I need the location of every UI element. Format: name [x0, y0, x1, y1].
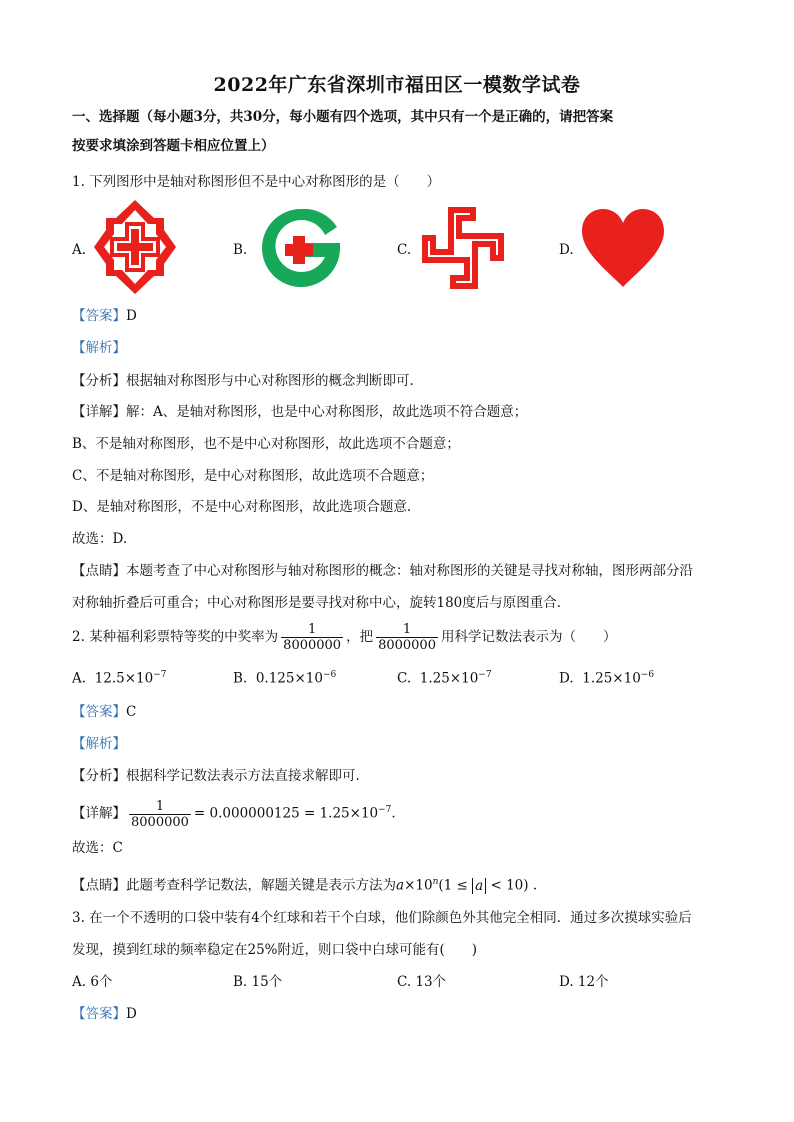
- q1-option-c-label: C.: [397, 242, 412, 258]
- q1-stem: 1. 下列图形中是轴对称图形但不是中心对称图形的是（ ）: [72, 174, 441, 190]
- q1-option-d-label: D.: [559, 242, 574, 258]
- q2-stem-fraction-1: [281, 622, 343, 653]
- q2-option-a-exp: −7: [153, 670, 167, 680]
- q1-option-d-red-heart-icon: [580, 207, 666, 289]
- q3-stem-line1: 3. 在一个不透明的口袋中装有4个红球和若干个白球，他们除颜色外其他完全相同．通过多次摸球实验后: [72, 910, 692, 926]
- q1-line-b: B、不是轴对称图形，也不是中心对称图形，故此选项不合题意；: [72, 436, 460, 452]
- q1-option-b-label: B.: [233, 242, 248, 258]
- q1-option-c-red-pinwheel-cross-icon: [418, 203, 508, 293]
- q1-xiangjie-text: 解：A、是轴对称图形，也是中心对称图形，故此选项不符合题意；: [126, 404, 528, 420]
- q3-option-d: D. 12个: [559, 974, 609, 990]
- q2-dianjing: [72, 872, 537, 896]
- q2-answer: [72, 702, 136, 722]
- q1-xiangjie: [72, 402, 527, 422]
- q2-dianjing-close: < 10) .: [490, 877, 538, 894]
- q1-dianjing-line2: 对称轴折叠后可重合；中心对称图形是要寻找对称中心，旋转180度后与原图重合.: [72, 595, 562, 611]
- q3-stem-line2: 发现，摸到红球的频率稳定在25%附近，则口袋中白球可能有( ): [72, 942, 478, 958]
- q2-fenxi-tag: 【分析】: [72, 768, 126, 784]
- q2-frac1-num: 1: [307, 622, 317, 637]
- q2-xiangjie-tag: 【详解】: [72, 805, 126, 822]
- q2-stem-c: 用科学记数法表示为（ ）: [440, 629, 617, 645]
- q1-answer-value: D: [126, 308, 137, 324]
- q2-option-b-label: B.: [233, 670, 248, 687]
- q2-xiangjie-exp: −7: [378, 805, 392, 815]
- q2-option-b-exp: −6: [322, 670, 337, 680]
- q2-frac1-den: 8000000: [283, 638, 342, 653]
- q2-dianjing-text: 此题考查科学记数法，解题关键是表示方法为: [126, 877, 396, 894]
- q2-option-d-label: D.: [559, 670, 574, 687]
- q1-choose: 故选：D.: [72, 531, 128, 547]
- q2-option-d-exp: −6: [640, 670, 655, 680]
- q2-dianjing-x10: ×10: [404, 877, 433, 894]
- q2-dianjing-tag: 【点睛】: [72, 877, 126, 894]
- q2-option-c-label: C.: [397, 670, 412, 687]
- q2-stem: [72, 620, 616, 654]
- q2-stem-fraction-2: [376, 622, 438, 653]
- q2-option-a-label: A.: [72, 670, 87, 687]
- q1-fenxi: [72, 371, 414, 391]
- q1-line-d: D、是轴对称图形，不是中心对称图形，故此选项合题意.: [72, 499, 412, 515]
- q1-dianjing-line1: [72, 561, 693, 581]
- q2-option-b-mantissa: 0.125×10: [255, 670, 323, 687]
- section-heading-line1: 一、选择题（每小题3分，共30分，每小题有四个选项，其中只有一个是正确的，请把答案: [72, 109, 614, 125]
- q1-fenxi-tag: 【分析】: [72, 373, 126, 389]
- q2-xj-frac-den: 8000000: [131, 814, 189, 830]
- q2-stem-a: 2. 某种福利彩票特等奖的中奖率为: [72, 629, 279, 645]
- q1-answer-tag: 【答案】: [72, 308, 126, 324]
- page-title: 2022年广东省深圳市福田区一模数学试卷: [213, 74, 581, 96]
- q1-line-c: C、不是轴对称图形，是中心对称图形，故此选项不合题意；: [72, 468, 434, 484]
- q2-fenxi-text: 根据科学记数法表示方法直接求解即可.: [126, 768, 360, 784]
- q1-fenxi-text: 根据轴对称图形与中心对称图形的概念判断即可.: [126, 373, 414, 389]
- q1-analysis-tag: 【解析】: [72, 340, 126, 356]
- q2-xj-frac-num: 1: [155, 798, 165, 814]
- q3-option-c: C. 13个: [397, 974, 447, 990]
- q2-analysis-tag: 【解析】: [72, 736, 126, 752]
- q2-frac2-num: 1: [402, 622, 412, 637]
- q2-dianjing-abs: a: [472, 878, 486, 894]
- q2-dianjing-open: (1 ≤: [438, 877, 468, 894]
- q2-xiangjie-end: .: [391, 805, 396, 822]
- q2-option-c: [397, 665, 492, 689]
- q3-option-a: A. 6个: [72, 974, 113, 990]
- q2-option-a-mantissa: 12.5×10: [94, 670, 154, 687]
- q2-option-d: [559, 665, 654, 689]
- q3-option-b: B. 15个: [233, 974, 283, 990]
- q3-answer-tag: 【答案】: [72, 1006, 126, 1022]
- q2-answer-value: C: [126, 704, 137, 720]
- q2-option-b: [233, 665, 336, 689]
- q2-dianjing-n: n: [432, 877, 439, 887]
- q2-frac2-den: 8000000: [378, 638, 436, 653]
- q1-xiangjie-tag: 【详解】: [72, 404, 126, 420]
- q1-answer: [72, 306, 137, 326]
- q1-option-a-label: A.: [72, 242, 87, 258]
- q2-dianjing-a: a: [396, 877, 405, 894]
- q2-fenxi: [72, 766, 360, 786]
- q1-dianjing-text1: 本题考查了中心对称图形与轴对称图形的概念：轴对称图形的关键是寻找对称轴，图形两部分沿: [126, 563, 693, 579]
- q2-xiangjie: [72, 793, 396, 831]
- q2-option-d-mantissa: 1.25×10: [582, 670, 641, 687]
- q1-option-a-red-cross-icon: [92, 198, 178, 296]
- q2-choose: 故选：C: [72, 840, 123, 856]
- q2-answer-tag: 【答案】: [72, 704, 126, 720]
- q1-option-b-green-cross-circle-icon: [255, 205, 347, 291]
- q2-option-a: [72, 665, 166, 689]
- q1-dianjing-tag: 【点睛】: [72, 563, 126, 579]
- q3-answer: [72, 1004, 137, 1024]
- q2-xiangjie-fraction: [129, 799, 191, 830]
- q2-option-c-exp: −7: [478, 670, 492, 680]
- q2-option-c-mantissa: 1.25×10: [419, 670, 479, 687]
- q3-answer-value: D: [126, 1006, 137, 1022]
- section-heading-line2: 按要求填涂到答题卡相应位置上）: [72, 138, 275, 154]
- q2-xiangjie-eq: = 0.000000125 = 1.25×10: [193, 805, 379, 822]
- q2-stem-b: ，把: [346, 629, 374, 645]
